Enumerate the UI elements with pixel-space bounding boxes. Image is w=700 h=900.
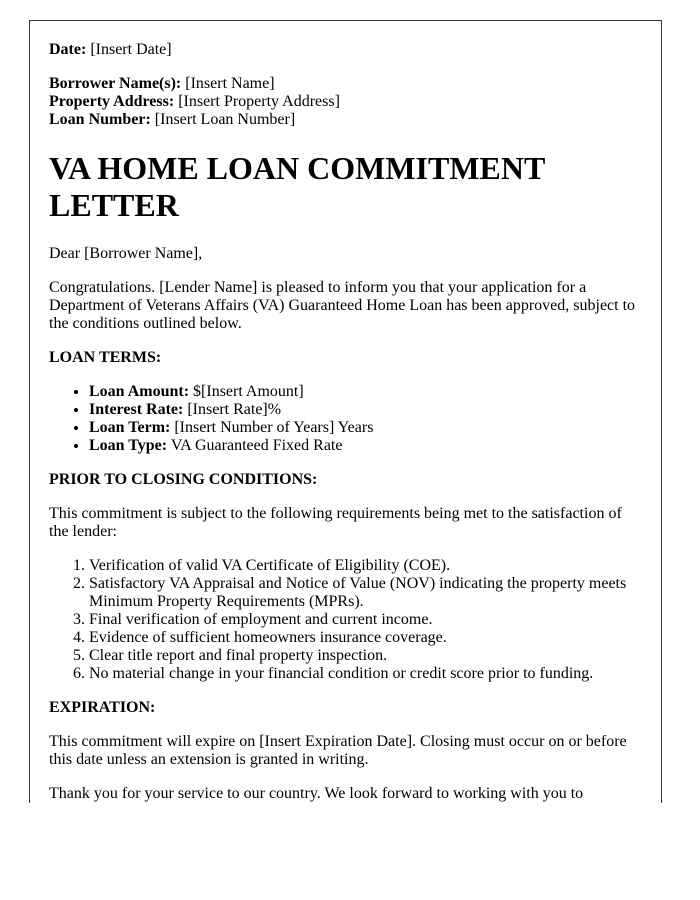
- list-item: • Loan Type: VA Guaranteed Fixed Rate: [89, 437, 641, 455]
- list-item: • Loan Amount: $[Insert Amount]: [89, 383, 641, 401]
- page-title: VA HOME LOAN COMMITMENT LETTER: [49, 150, 545, 223]
- list-item: 4. Evidence of sufficient homeowners insurance coverage.: [89, 629, 641, 647]
- date-line: Date: [Insert Date]: [49, 41, 172, 58]
- list-item: 6. No material change in your financial condition or credit score prior to funding.: [89, 665, 641, 683]
- loan-info-block: Borrower Name(s): [Insert Name] Property Address: [Insert Property Address] Loan Number: [Insert Loan Number]: [49, 75, 340, 128]
- expiration-paragraph: This commitment will expire on [Insert Expiration Date]. Closing must occur on or before this date unless an extension is granted in writing.: [49, 733, 627, 768]
- conditions-list: [49, 557, 641, 683]
- list-item: • Loan Term: [Insert Number of Years] Years: [89, 419, 641, 437]
- closing-paragraph: Thank you for your service to our country. We look forward to working with you to: [49, 785, 584, 802]
- salutation: Dear [Borrower Name],: [49, 245, 203, 262]
- loan-terms-list: [49, 383, 641, 455]
- list-item: • Interest Rate: [Insert Rate]%: [89, 401, 641, 419]
- list-item: 1. Verification of valid VA Certificate of Eligibility (COE).: [89, 557, 641, 575]
- letter-page: [29, 20, 662, 803]
- list-item: 5. Clear title report and final property inspection.: [89, 647, 641, 665]
- loan-terms-heading: LOAN TERMS:: [49, 349, 162, 366]
- conditions-heading: PRIOR TO CLOSING CONDITIONS:: [49, 471, 318, 488]
- expiration-heading: EXPIRATION:: [49, 699, 156, 716]
- list-item: 3. Final verification of employment and current income.: [89, 611, 641, 629]
- intro-paragraph: Congratulations. [Lender Name] is pleased to inform you that your application for a Department of Veterans Affairs (VA) Guaranteed Home Loan has been approved, subject to the conditions outlined below.: [49, 279, 636, 332]
- list-item: 2. Satisfactory VA Appraisal and Notice of Value (NOV) indicating the property meets Minimum Property Requirements (MPRs).: [89, 575, 641, 611]
- conditions-intro: This commitment is subject to the following requirements being met to the satisfaction of the lender:: [49, 505, 622, 540]
